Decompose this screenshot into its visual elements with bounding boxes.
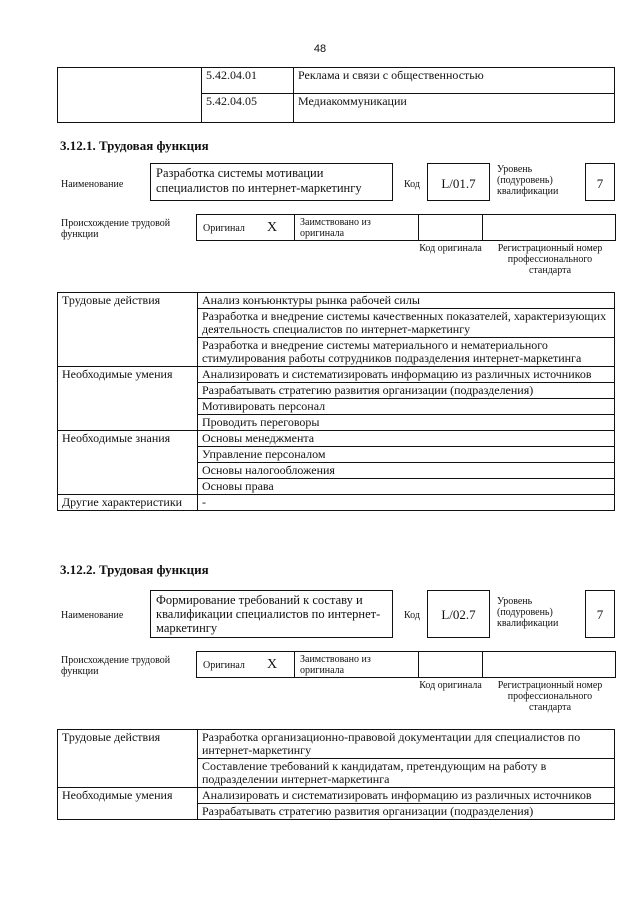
func1-name-label: Наименование xyxy=(61,179,124,190)
func1-orig-code-label: Код оригинала xyxy=(419,243,482,254)
skills-header: Необходимые умения xyxy=(58,367,198,431)
other-header: Другие характеристики xyxy=(58,495,198,511)
divider xyxy=(418,214,419,241)
name-cell: Реклама и связи с общественностью xyxy=(294,68,615,94)
skill-item: Разрабатывать стратегию развития организации (подразделения) xyxy=(198,383,615,399)
divider xyxy=(482,214,483,241)
func1-level-value: 7 xyxy=(585,163,615,201)
original-label: Оригинал xyxy=(203,223,245,234)
func1-level-label: Уровень (подуровень) квалификации xyxy=(497,164,559,197)
page-number: 48 xyxy=(313,43,327,55)
action-item: Составление требований к кандидатам, претендующим на работу в подразделении интернет-маркетинга xyxy=(198,759,615,788)
func2-origin-label: Происхождение трудовой функции xyxy=(61,655,171,677)
func2-level-label: Уровень (подуровень) квалификации xyxy=(497,596,559,629)
skill-item: Анализировать и систематизировать информацию из различных источников xyxy=(198,788,615,804)
table-row xyxy=(58,730,615,759)
empty-cell xyxy=(58,68,202,123)
func2-name-label: Наименование xyxy=(61,610,124,621)
func1-name-value: Разработка системы мотивации специалистов по интернет-маркетингу xyxy=(150,163,393,201)
func2-orig-code-label: Код оригинала xyxy=(419,680,482,691)
code-cell: 5.42.04.01 xyxy=(202,68,294,94)
func1-code-label: Код xyxy=(404,179,420,190)
borrowed-label: Заимствовано из оригинала xyxy=(300,217,371,239)
skill-item: Проводить переговоры xyxy=(198,415,615,431)
original-mark: X xyxy=(267,220,278,235)
actions-header: Трудовые действия xyxy=(58,293,198,367)
action-item: Разработка организационно-правовой документации для специалистов по интернет-маркетингу xyxy=(198,730,615,759)
func1-reg-number-label: Регистрационный номер профессионального стандарта xyxy=(497,243,603,276)
divider xyxy=(418,651,419,678)
original-label: Оригинал xyxy=(203,660,245,671)
divider xyxy=(294,214,295,241)
original-mark: X xyxy=(267,657,278,672)
knowledge-item: Управление персоналом xyxy=(198,447,615,463)
func1-table xyxy=(57,292,615,511)
skills-header: Необходимые умения xyxy=(58,788,198,820)
func2-name-value: Формирование требований к составу и квалификации специалистов по интернет-маркетингу xyxy=(150,590,393,638)
func2-code-label: Код xyxy=(404,610,420,621)
code-cell: 5.42.04.05 xyxy=(202,94,294,123)
func2-heading: 3.12.2. Трудовая функция xyxy=(60,562,209,577)
other-value: - xyxy=(198,495,615,511)
skill-item: Разрабатывать стратегию развития организации (подразделения) xyxy=(198,804,615,820)
table-row xyxy=(58,68,615,94)
actions-header: Трудовые действия xyxy=(58,730,198,788)
knowledge-item: Основы менеджмента xyxy=(198,431,615,447)
name-cell: Медиакоммуникации xyxy=(294,94,615,123)
func1-origin-box xyxy=(196,214,616,241)
table-row xyxy=(58,293,615,309)
table-row xyxy=(58,788,615,804)
borrowed-label: Заимствовано из оригинала xyxy=(300,654,371,676)
top-table xyxy=(57,67,615,123)
func2-table xyxy=(57,729,615,820)
action-item: Анализ конъюнктуры рынка рабочей силы xyxy=(198,293,615,309)
skill-item: Мотивировать персонал xyxy=(198,399,615,415)
func1-code-value: L/01.7 xyxy=(427,163,490,201)
knowledge-item: Основы налогообложения xyxy=(198,463,615,479)
skill-item: Анализировать и систематизировать информацию из различных источников xyxy=(198,367,615,383)
func2-origin-box xyxy=(196,651,616,678)
func2-code-value: L/02.7 xyxy=(427,590,490,638)
func2-level-value: 7 xyxy=(585,590,615,638)
action-item: Разработка и внедрение системы материального и нематериального стимулирования работы сотрудников подразделения интернет-маркетинга xyxy=(198,338,615,367)
table-row xyxy=(58,367,615,383)
knowledge-header: Необходимые знания xyxy=(58,431,198,495)
table-row xyxy=(58,431,615,447)
func1-heading: 3.12.1. Трудовая функция xyxy=(60,138,209,153)
divider xyxy=(482,651,483,678)
func1-origin-label: Происхождение трудовой функции xyxy=(61,218,171,240)
knowledge-item: Основы права xyxy=(198,479,615,495)
func2-reg-number-label: Регистрационный номер профессионального стандарта xyxy=(497,680,603,713)
table-row xyxy=(58,495,615,511)
action-item: Разработка и внедрение системы качественных показателей, характеризующих деятельность специалистов по интернет-маркетингу xyxy=(198,309,615,338)
divider xyxy=(294,651,295,678)
